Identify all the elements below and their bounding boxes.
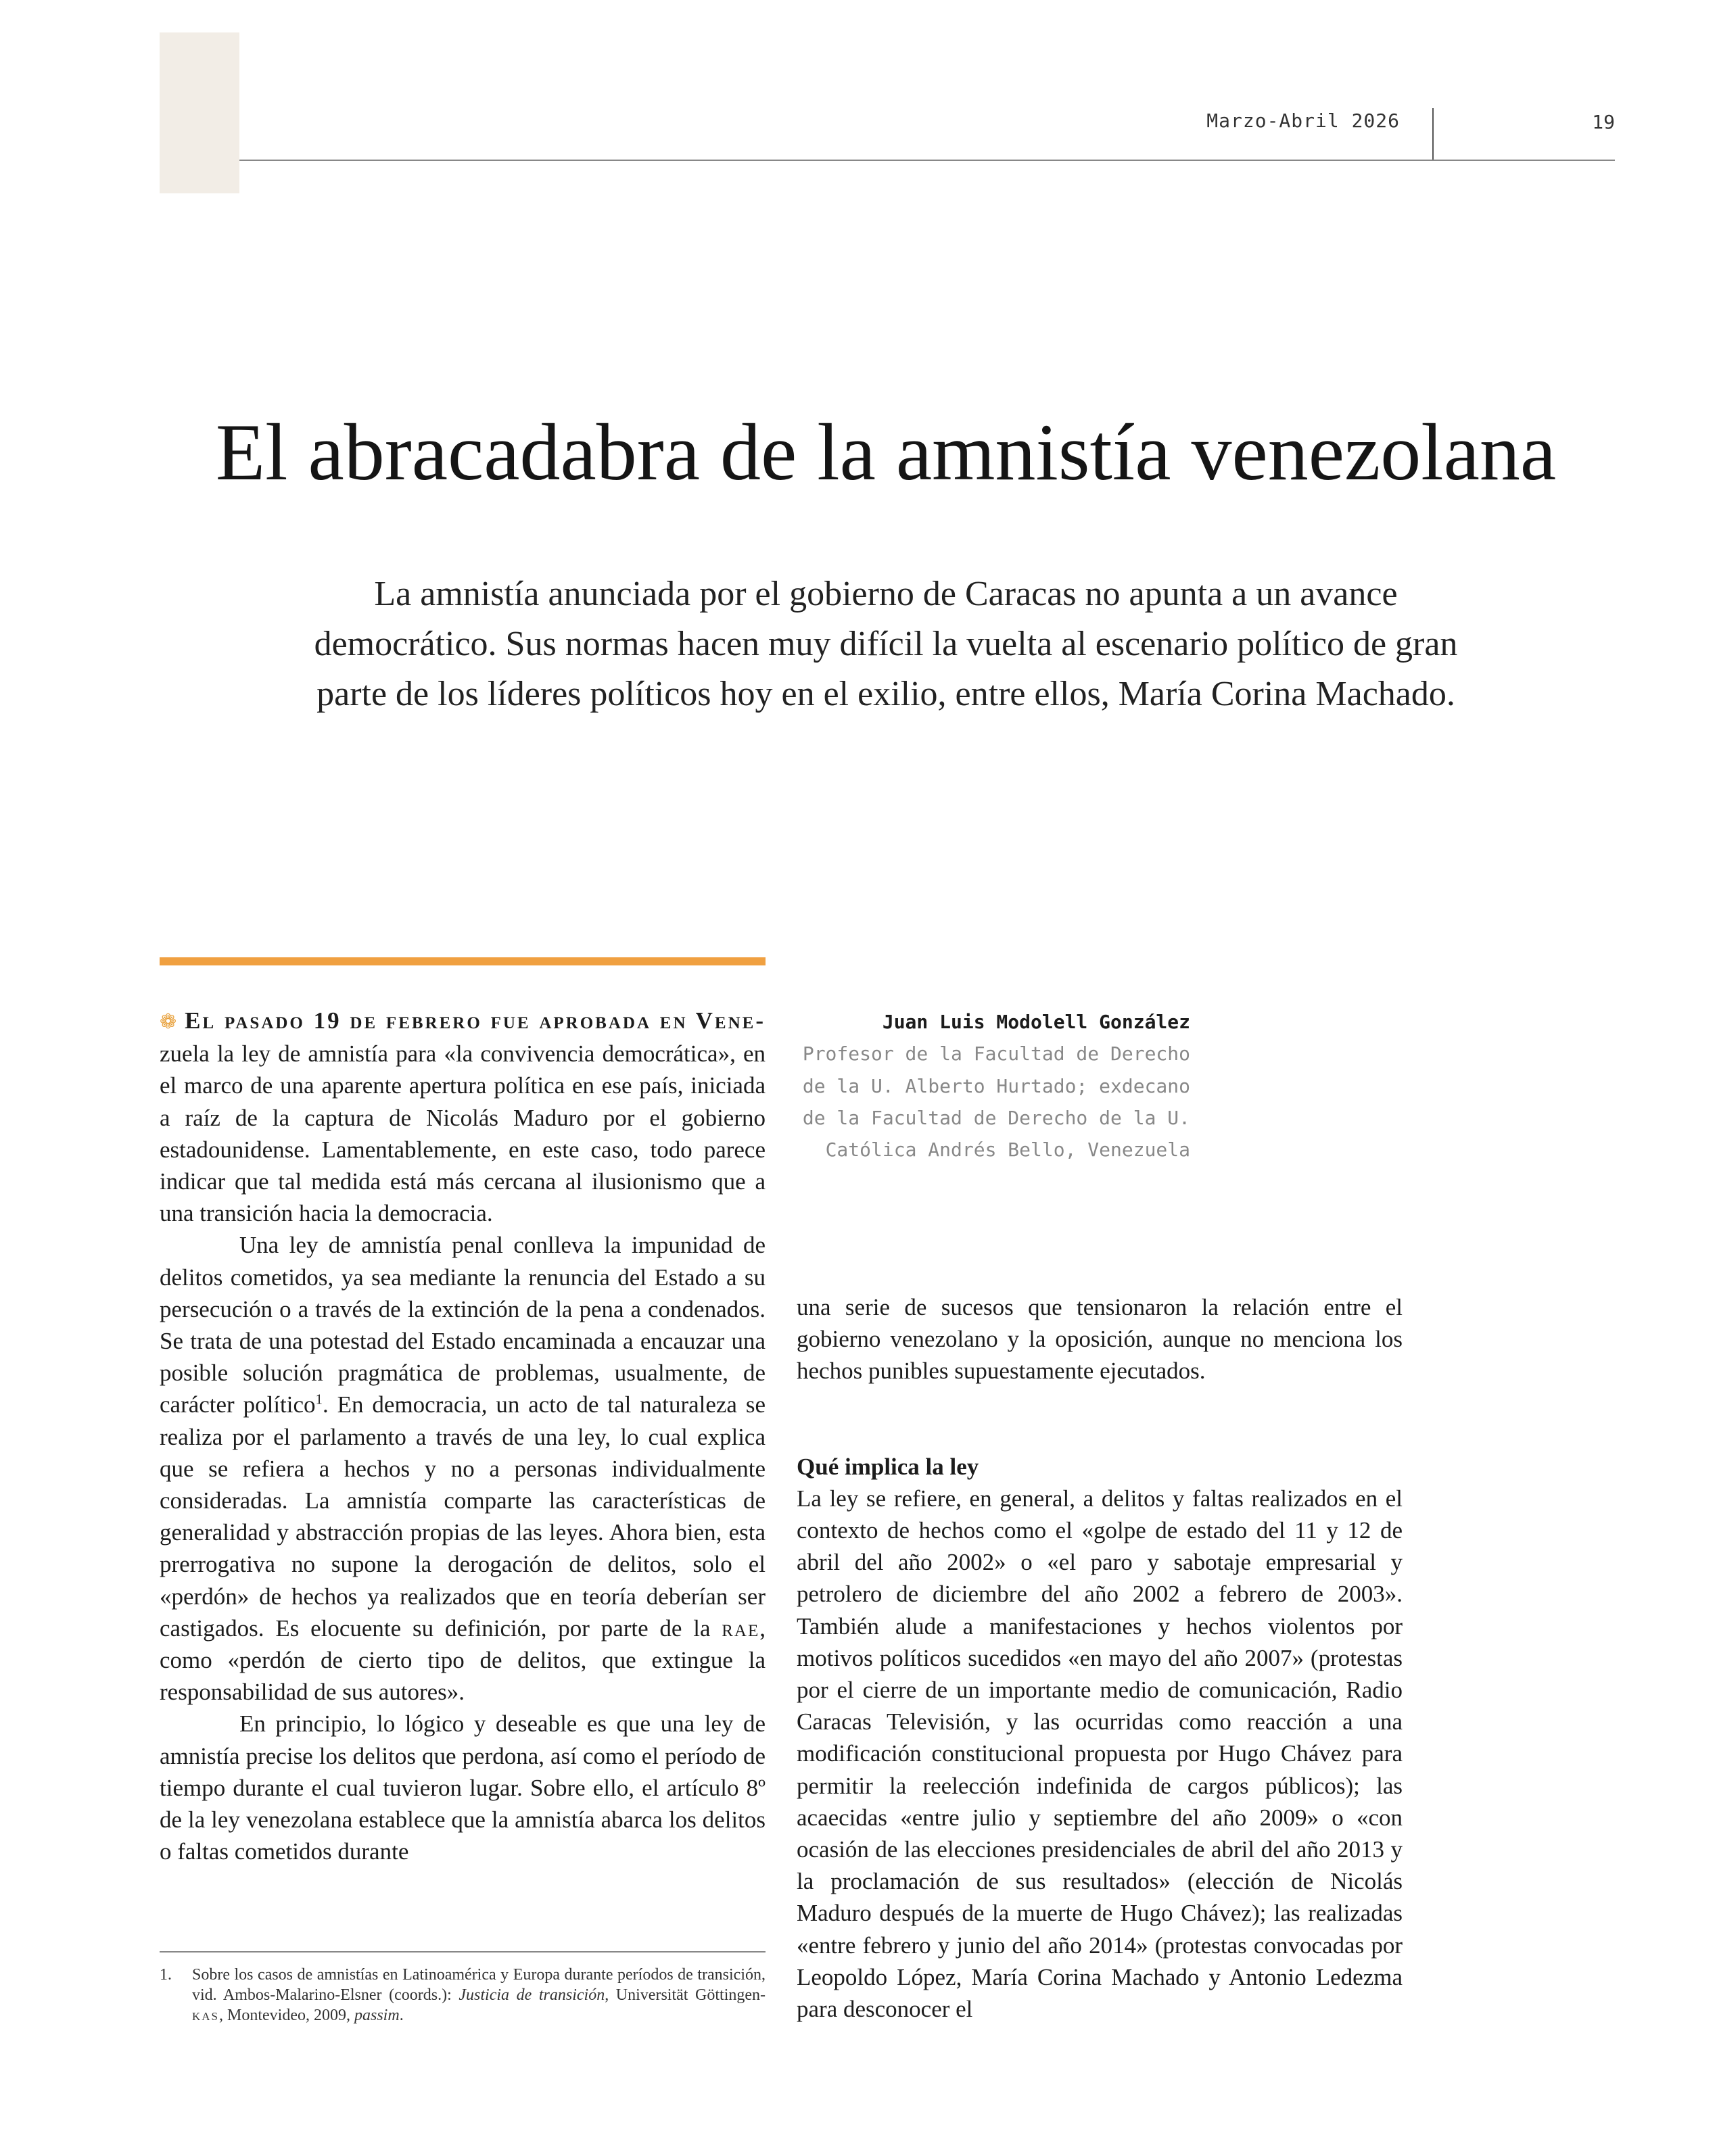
article-deck: La amnistía anunciada por el gobierno de Caracas no apunta a un avance democrático. Sus normas hacen muy difícil la vuelta al escenario político de gran parte de los líderes políticos hoy en el exilio, entre ellos, María Corina Machado. (314, 575, 1458, 713)
section-marker-icon: ❁ (160, 1011, 177, 1033)
lead-in: El pasado 19 de febrero fue aprobada en Vene- (185, 1007, 766, 1034)
footnote-text: Sobre los casos de amnistías en Latinoamérica y Europa durante períodos de transición, vid. Ambos-Malarino-Elsner (coords.): Justicia de transición, Universität Göttingen-kas, Montevideo, 2009, passim. (192, 1966, 766, 2024)
paragraph-4: La ley se refiere, en general, a delitos y faltas realizados en el contexto de hechos como el «golpe de estado del 11 y 12 de abril del año 2002» o «el paro y sabotaje empresarial y petrolero de diciembre del año 2002 a febrero de 2003». También alude a manifestaciones y hechos violentos por motivos políticos sucedidos «en mayo del año 2007» (protestas por el cierre de un importante medio de comunicación, Radio Caracas Televisión, y las ocurridas como reacción a una modificación constitucional propuesta por Hugo Chávez para permitir la reelección indefinida de cargos públicos); las acaecidas «entre julio y septiembre del año 2009» o «con ocasión de las elecciones presidenciales de abril del año 2013 y la proclamación de sus resultados» (elección de Nicolás Maduro después de la muerte de Hugo Chávez); las realizadas «entre febrero y junio del año 2014» (protestas convocadas por Leopoldo López, María Corina Machado y Antonio Ledezma para desconocer el (797, 1485, 1403, 2023)
author-byline (798, 1006, 1190, 1166)
header-rule (239, 160, 1615, 161)
header-divider (1432, 108, 1434, 161)
footnote-number: 1. (160, 1966, 172, 1984)
author-name: Juan Luis Modolell González (882, 1011, 1190, 1033)
page-number: 19 (1592, 111, 1615, 133)
body-column-right (797, 1291, 1403, 2025)
accent-bar (160, 957, 766, 965)
body-column-left (160, 1005, 766, 1867)
footnote-ref: 1 (315, 1391, 323, 1408)
page-corner-tab (160, 32, 239, 193)
author-role: Profesor de la Facultad de Derecho de la U. Alberto Hurtado; exdecano de la Facultad de Derecho de la U. Católica Andrés Bello, Venezuela (802, 1043, 1190, 1161)
footnote-rule (160, 1951, 766, 1953)
paragraph-2: Una ley de amnistía penal conlleva la impunidad de delitos cometidos, ya sea mediante la renuncia del Estado a su persecución o a través de la extinción de la pena a condenados. Se trata de una potestad del Estado encaminada a encauzar una posible solución pragmática de problemas, usualmente, de carácter político$^1$. En democracia, un acto de tal naturaleza se realiza por el parlamento a través de una ley, lo cual explica que se refiera a hechos y no a personas individualmente consideradas. La amnistía comparte las características de generalidad y abstracción propias de las leyes. Ahora bien, esta prerrogativa no supone la derogación de delitos, solo el «perdón» de hechos ya realizados que en teoría deberían ser castigados. Es elocuente su definición, por parte de la rae, como «perdón de cierto tipo de delitos, que extingue la responsabilidad de sus autores». (160, 1232, 766, 1706)
article-title: El abracadabra de la amnistía venezolana (215, 407, 1557, 497)
paragraph-3-continued: una serie de sucesos que tensionaron la relación entre el gobierno venezolano y la oposición, aunque no menciona los hechos punibles supuestamente ejecutados. (797, 1294, 1403, 1385)
footnote (160, 1965, 766, 2026)
paragraph-1: ❁ El pasado 19 de febrero fue aprobada en Vene-zuela la ley de amnistía para «la convivencia democrática», en el marco de una aparente apertura política en ese país, iniciada a raíz de la captura de Nicolás Maduro por el gobierno estadounidense. Lamentablemente, en este caso, todo parece indicar que tal medida está más cercana al ilusionismo que a una transición hacia la democracia. (160, 1007, 766, 1227)
paragraph-3: En principio, lo lógico y deseable es que una ley de amnistía precise los delitos que perdona, así como el período de tiempo durante el cual tuvieron lugar. Sobre ello, el artículo 8º de la ley venezolana establece que la amnistía abarca los delitos o faltas cometidos durante (160, 1710, 766, 1865)
section-heading: Qué implica la ley (797, 1453, 979, 1480)
issue-date: Marzo-Abril 2026 (1206, 110, 1400, 132)
